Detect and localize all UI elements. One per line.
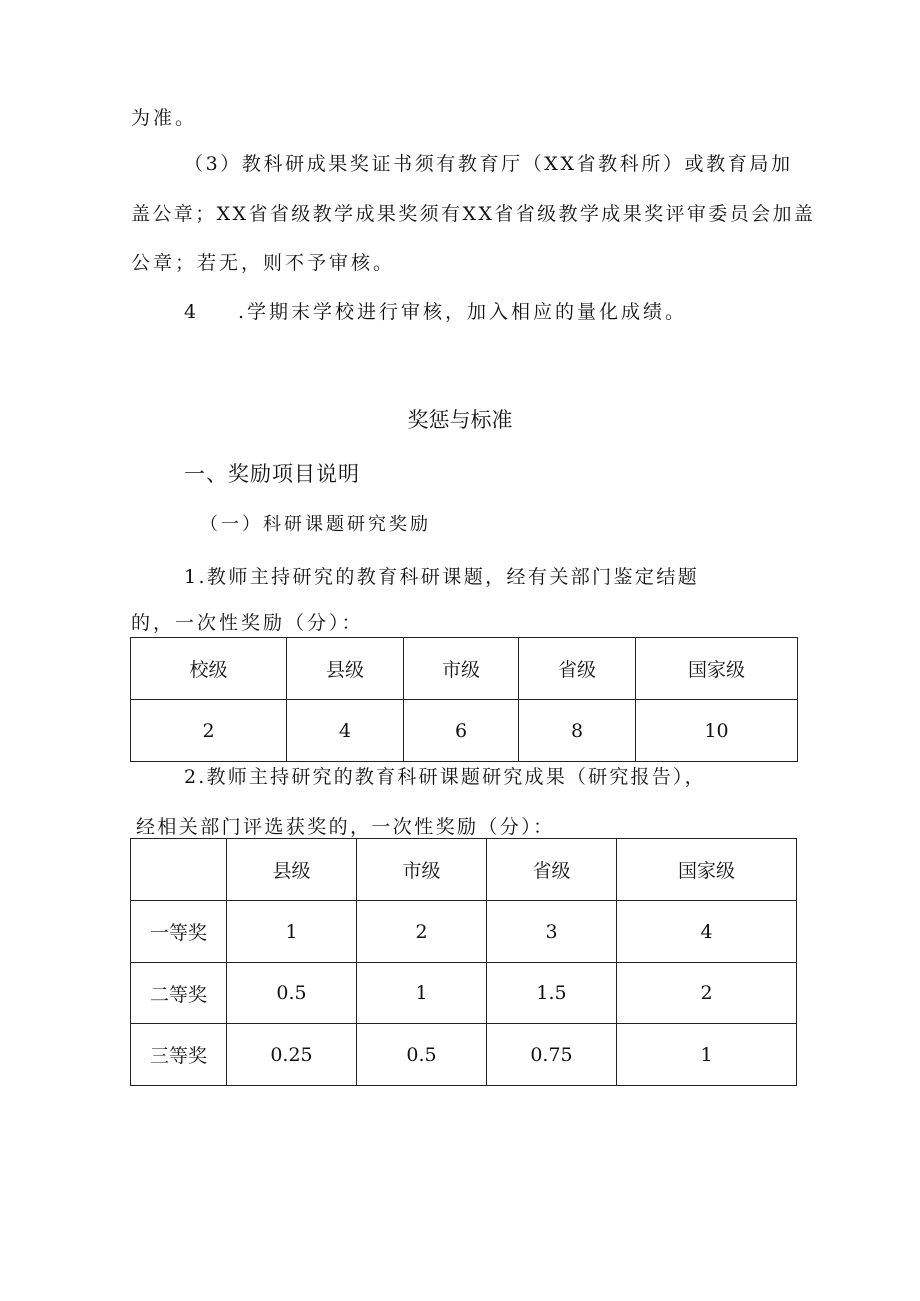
paragraph-line: 2.教师主持研究的教育科研课题研究成果（研究报告）， (184, 766, 706, 788)
table-header-cell: 省级 (519, 638, 636, 700)
row-label: 三等奖 (131, 1024, 227, 1086)
table-cell: 4 (617, 901, 797, 963)
paragraph-number: 4 (184, 301, 200, 323)
paragraph-line: .学期末学校进行审核，加入相应的量化成绩。 (238, 301, 688, 323)
table-header-cell: 县级 (287, 638, 404, 700)
paragraph-line: 1.教师主持研究的教育科研课题，经有关部门鉴定结题 (184, 566, 700, 588)
table-cell: 10 (636, 700, 798, 762)
row-label: 二等奖 (131, 963, 227, 1024)
paragraph-continuation: 为准。 (131, 107, 198, 129)
table-cell: 0.5 (357, 1024, 487, 1086)
table-header-row (131, 839, 797, 901)
table-corner-cell (131, 839, 227, 901)
heading-1: 一、奖励项目说明 (184, 462, 360, 486)
table-cell: 0.75 (487, 1024, 617, 1086)
table-cell: 1 (357, 963, 487, 1024)
table-cell: 8 (519, 700, 636, 762)
table-cell: 6 (404, 700, 519, 762)
table-cell: 2 (131, 700, 287, 762)
table-cell: 0.5 (227, 963, 357, 1024)
paragraph-line: 公章；若无，则不予审核。 (131, 252, 396, 274)
heading-2: （一）科研课题研究奖励 (200, 514, 431, 535)
table-row (131, 963, 797, 1024)
table-header-cell: 县级 (227, 839, 357, 901)
paragraph-line: 的，一次性奖励（分）： (131, 612, 364, 634)
table-header-cell: 国家级 (636, 638, 798, 700)
table-row (131, 1024, 797, 1086)
table-row (131, 700, 798, 762)
table-cell: 1.5 (487, 963, 617, 1024)
reward-table-2 (130, 838, 797, 1086)
paragraph-line: 经相关部门评选获奖的，一次性奖励（分）： (136, 816, 555, 838)
table-header-cell: 校级 (131, 638, 287, 700)
table-cell: 0.25 (227, 1024, 357, 1086)
table-header-cell: 国家级 (617, 839, 797, 901)
table-cell: 4 (287, 700, 404, 762)
table-header-cell: 市级 (404, 638, 519, 700)
table-header-cell: 省级 (487, 839, 617, 901)
table-cell: 2 (357, 901, 487, 963)
table-row (131, 901, 797, 963)
section-title: 奖惩与标准 (407, 408, 513, 432)
table-header-cell: 市级 (357, 839, 487, 901)
table-header-row (131, 638, 798, 700)
row-label: 一等奖 (131, 901, 227, 963)
table-cell: 1 (617, 1024, 797, 1086)
reward-table-1 (130, 637, 798, 762)
paragraph-line: （3）教科研成果奖证书须有教育厅（XX省教科所）或教育局加 (184, 153, 793, 175)
paragraph-line: 盖公章；XX省省级教学成果奖须有XX省省级教学成果奖评审委员会加盖 (131, 203, 816, 225)
table-cell: 3 (487, 901, 617, 963)
table-cell: 2 (617, 963, 797, 1024)
table-cell: 1 (227, 901, 357, 963)
